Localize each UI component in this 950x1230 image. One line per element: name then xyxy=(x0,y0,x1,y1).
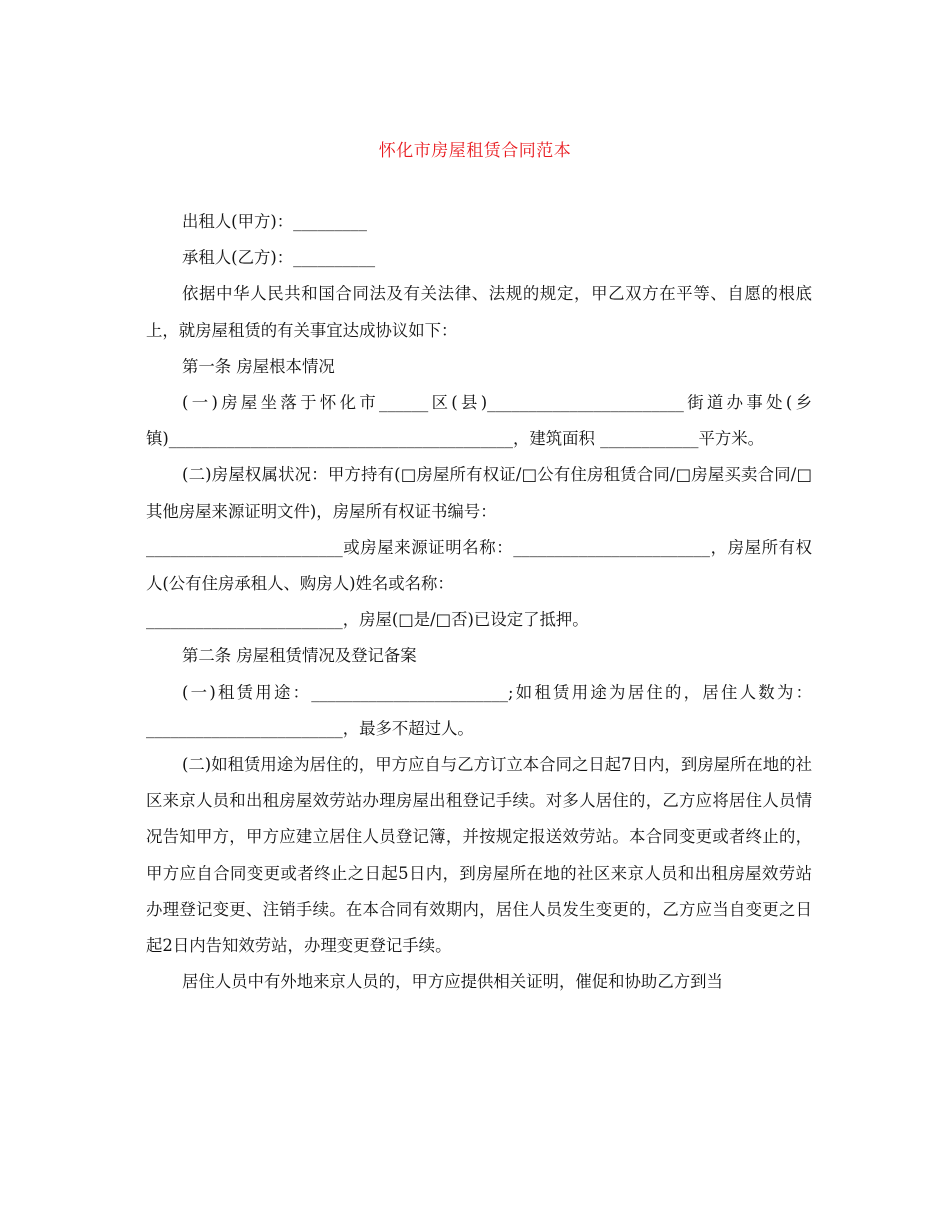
lessee-line: 承租人(乙方)：__________ xyxy=(182,248,376,268)
article-1-clause-2-cont-1: ________________________或房屋来源证明名称：________________________，房屋所有权人(公有住房承租人、购房人)姓名或名称： xyxy=(146,537,812,594)
article-1-clause-2-cont-2: ________________________，房屋(□是/□否)已设定了抵押。 xyxy=(146,610,589,630)
lessor-line: 出租人(甲方)：_________ xyxy=(182,212,367,231)
article-1-clause-1: (一)房屋坐落于怀化市______区(县)________________________街道办事处(乡镇)__________________________________________，建筑面积 ____________平方米。 xyxy=(146,393,812,449)
article-1-heading: 第一条 房屋根本情况 xyxy=(182,356,335,376)
article-1-clause-2: (二)房屋权属状况：甲方持有(□房屋所有权证/□公有住房租赁合同/□房屋买卖合同/□其他房屋来源证明文件)，房屋所有权证书编号： xyxy=(146,465,812,521)
document-body xyxy=(146,204,812,1000)
preamble-paragraph: 依据中华人民共和国合同法及有关法律、法规的规定，甲乙双方在平等、自愿的根底上，就房屋租赁的有关事宜达成协议如下： xyxy=(146,284,812,340)
article-2-clause-3: 居住人员中有外地来京人员的，甲方应提供相关证明，催促和协助乙方到当 xyxy=(182,972,723,992)
article-2-clause-1: (一)租赁用途：________________________;如租赁用途为居住的，居住人数为：________________________，最多不超过人。 xyxy=(146,682,812,738)
document-title: 怀化市房屋租赁合同范本 xyxy=(378,141,572,161)
article-2-heading: 第二条 房屋租赁情况及登记备案 xyxy=(182,646,417,666)
article-2-clause-2: (二)如租赁用途为居住的，甲方应自与乙方订立本合同之日起7日内，到房屋所在地的社区来京人员和出租房屋效劳站办理房屋出租登记手续。对多人居住的，乙方应将居住人员情况告知甲方，甲方应建立居住人员登记簿，并按规定报送效劳站。本合同变更或者终止的，甲方应自合同变更或者终止之日起5日内，到房屋所在地的社区来京人员和出租房屋效劳站办理登记变更、注销手续。在本合同有效期内，居住人员发生变更的，乙方应当自变更之日起2日内告知效劳站，办理变更登记手续。 xyxy=(146,755,812,956)
